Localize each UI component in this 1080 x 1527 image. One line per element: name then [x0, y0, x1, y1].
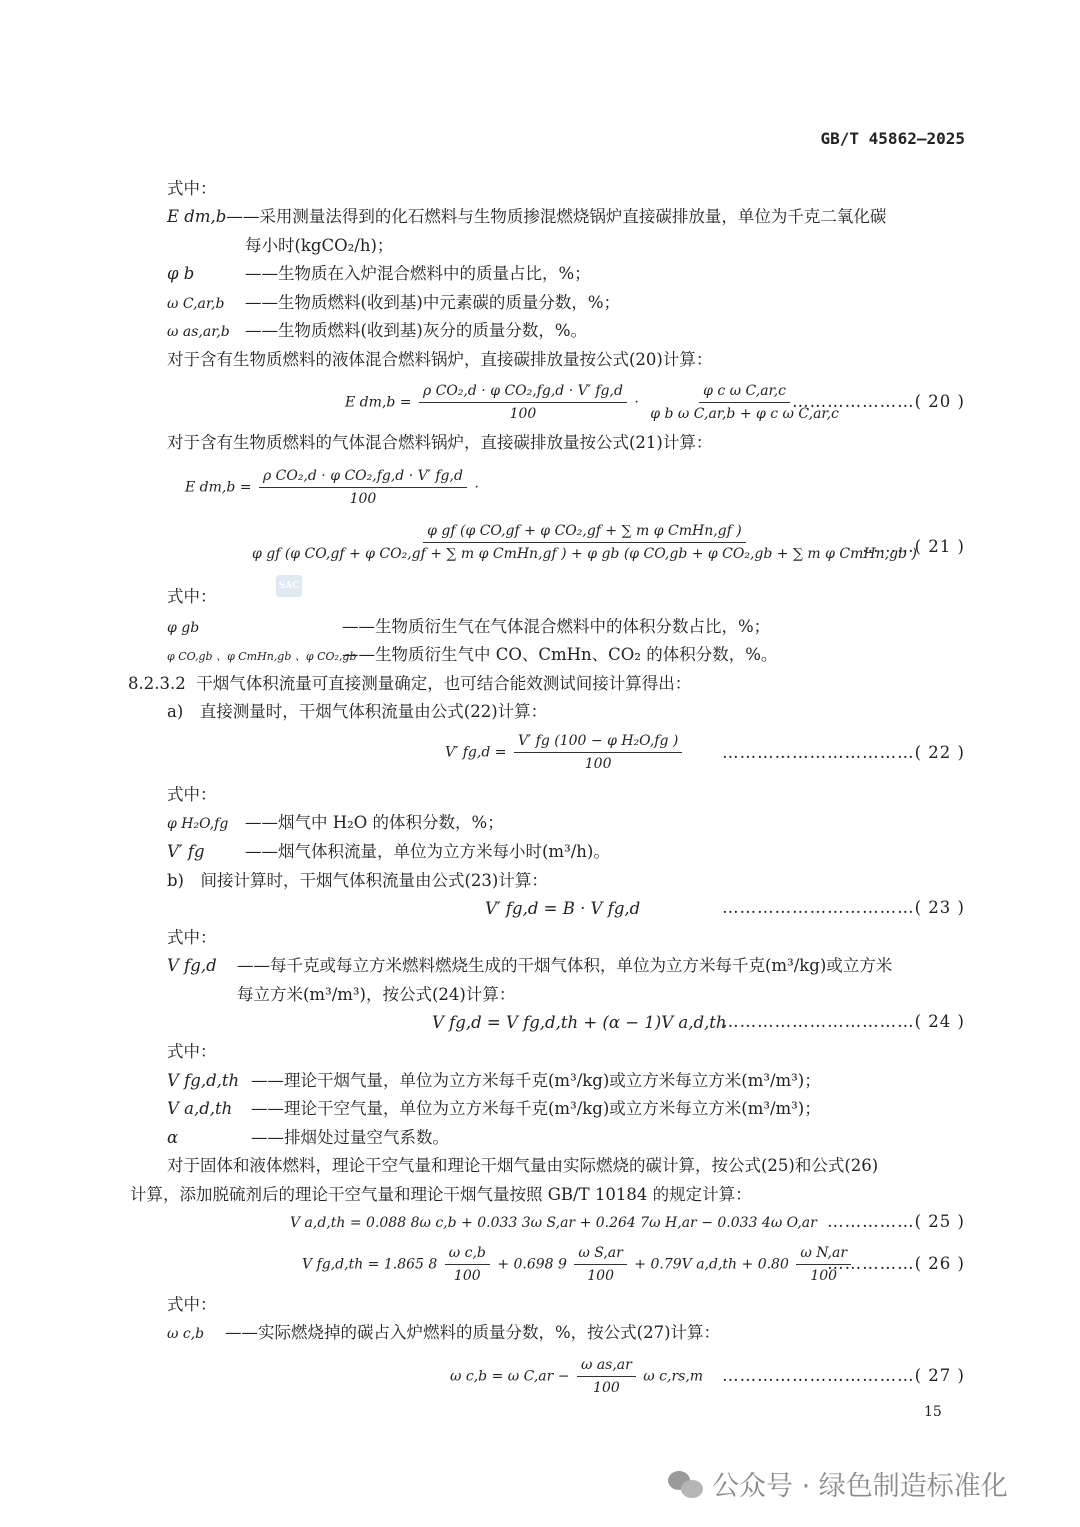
definition-text: ——每千克或每立方米燃料燃烧生成的干烟气体积，单位为立方米每千克(m³/kg)或立方米 — [237, 956, 893, 975]
definition — [167, 263, 591, 285]
denominator: 100 — [810, 1268, 838, 1284]
definition-cont: 每小时(kgCO₂/h)； — [245, 236, 394, 255]
formula-27 — [450, 1354, 703, 1399]
symbol: φ CO,gb 、φ CmHn,gb 、φ CO₂,gb — [167, 650, 357, 663]
definition — [167, 616, 770, 639]
symbol: ω as,ar,b — [167, 324, 230, 340]
paragraph: 对于含有生物质燃料的液体混合燃料锅炉，直接碳排放量按公式(20)计算： — [167, 350, 713, 369]
equation-number: ……………………………( 27 ) — [722, 1366, 965, 1385]
formula-21-part1 — [185, 465, 479, 510]
equation-number: ……………………………( 22 ) — [722, 743, 965, 762]
definition — [167, 841, 610, 863]
definition-text: ——烟气中 H₂O 的体积分数，%； — [245, 813, 504, 832]
numerator: φ gf (φ CO,gf + φ CO₂,gf + ∑ m φ CmHn,gf ) — [423, 520, 746, 543]
formula-24: V fg,d = V fg,d,th + (α − 1)V a,d,th — [432, 1013, 727, 1032]
footer-text: 公众号 · 绿色制造标准化 — [712, 1471, 1008, 1502]
footer-watermark — [668, 1464, 1008, 1503]
definition-text: ——理论干烟气量，单位为立方米每千克(m³/kg)或立方米每立方米(m³/m³)； — [251, 1071, 821, 1090]
fraction — [259, 465, 467, 510]
definition-text: ——排烟处过量空气系数。 — [251, 1128, 449, 1147]
formula-lhs: ω c,b = ω C,ar − — [450, 1368, 570, 1385]
where-label: 式中： — [167, 785, 217, 804]
page-number: 15 — [924, 1404, 942, 1420]
definition — [167, 644, 777, 668]
equation-number: ……………………………( 23 ) — [722, 898, 965, 917]
numerator: ω S,ar — [574, 1242, 626, 1265]
symbol: φ b — [167, 264, 195, 283]
definition — [167, 955, 892, 977]
formula-26 — [302, 1242, 854, 1287]
symbol: V′ fg — [167, 842, 205, 861]
definition-text: ——生物质燃料(收到基)灰分的质量分数，%。 — [245, 321, 588, 340]
symbol: ω C,ar,b — [167, 296, 225, 312]
denominator: φ gf (φ CO,gf + φ CO₂,gf + ∑ m φ CmHn,gf ) + φ gb (φ CO,gb + φ CO₂,gb + ∑ m φ CmHn,gb ) — [252, 546, 917, 562]
formula-lhs: E dm,b = — [345, 394, 412, 411]
symbol: α — [167, 1128, 179, 1147]
definition — [167, 1127, 449, 1149]
fraction — [574, 1242, 626, 1287]
equation-number: …………………( 20 ) — [792, 392, 965, 411]
denominator: 100 — [587, 1268, 614, 1284]
equation-number: ………( 21 ) — [862, 537, 965, 556]
definition — [167, 206, 886, 228]
formula-20 — [345, 380, 846, 425]
numerator: ω c,b — [445, 1242, 490, 1265]
equation-number: ……………( 25 ) — [827, 1212, 965, 1231]
paragraph-cont: 计算，添加脱硫剂后的理论干空气量和理论干烟气量按照 GB/T 10184 的规定计算： — [130, 1185, 752, 1204]
list-item-b: b) 间接计算时，干烟气体积流量由公式(23)计算： — [167, 871, 548, 890]
symbol: E dm,b — [167, 207, 227, 226]
numerator: ρ CO₂,d · φ CO₂,fg,d · V′ fg,d — [419, 380, 627, 403]
definition — [167, 1098, 821, 1120]
fraction — [419, 380, 627, 425]
fraction — [514, 730, 682, 775]
formula-lhs: V fg,d,th = 1.865 8 — [302, 1256, 438, 1273]
definition-text: ——理论干空气量，单位为立方米每千克(m³/kg)或立方米每立方米(m³/m³)； — [251, 1099, 821, 1118]
definition-text: ——生物质在入炉混合燃料中的质量占比，%； — [245, 264, 591, 283]
where-label: 式中： — [167, 587, 217, 606]
symbol: V fg,d,th — [167, 1071, 240, 1090]
formula-lhs: E dm,b = — [185, 479, 252, 496]
where-label: 式中： — [167, 928, 217, 947]
operator: · — [634, 394, 639, 411]
formula-term: + 0.698 9 — [497, 1256, 567, 1273]
symbol: V fg,d — [167, 956, 217, 975]
standard-number: GB/T 45862—2025 — [820, 129, 965, 148]
denominator: 100 — [349, 491, 377, 507]
definition-text: ——采用测量法得到的化石燃料与生物质掺混燃烧锅炉直接碳排放量，单位为千克二氧化碳 — [226, 207, 887, 226]
numerator: V′ fg (100 − φ H₂O,fg ) — [514, 730, 682, 753]
definition — [167, 1070, 821, 1092]
equation-number: ……………………………( 24 ) — [722, 1012, 965, 1031]
denominator: 100 — [453, 1268, 481, 1284]
paragraph: 对于含有生物质燃料的气体混合燃料锅炉，直接碳排放量按公式(21)计算： — [167, 433, 713, 452]
definition-text: ——生物质衍生气在气体混合燃料中的体积分数占比，%； — [342, 617, 771, 636]
definition-cont: 每立方米(m³/m³)，按公式(24)计算： — [237, 985, 516, 1004]
definition — [167, 292, 620, 315]
wechat-icon — [668, 1469, 704, 1499]
where-label: 式中： — [167, 179, 217, 198]
numerator: ρ CO₂,d · φ CO₂,fg,d · V′ fg,d — [259, 465, 467, 488]
formula-term: ω c,rs,m — [643, 1368, 704, 1385]
definition-text: ——生物质衍生气中 CO、CmHn、CO₂ 的体积分数，%。 — [342, 645, 778, 664]
definition-text: ——生物质燃料(收到基)中元素碳的质量分数，%； — [245, 293, 621, 312]
definition-text: ——实际燃烧掉的碳占入炉燃料的质量分数，%，按公式(27)计算： — [225, 1323, 721, 1342]
formula-term: + 0.79V a,d,th + 0.80 — [634, 1256, 789, 1273]
denominator: 100 — [593, 1380, 620, 1396]
symbol: V a,d,th — [167, 1099, 233, 1118]
formula-lhs: V′ fg,d = — [445, 744, 507, 761]
fraction — [248, 520, 921, 565]
denominator: φ b ω C,ar,b + φ c ω C,ar,c — [650, 406, 839, 422]
section-heading — [128, 673, 691, 695]
operator: · — [474, 479, 479, 496]
list-item-a: a) 直接测量时，干烟气体积流量由公式(22)计算： — [167, 702, 548, 721]
numerator: ω N,ar — [796, 1242, 851, 1265]
definition — [167, 320, 587, 343]
formula-25: V a,d,th = 0.088 8ω c,b + 0.033 3ω S,ar + 0.264 7ω H,ar − 0.033 4ω O,ar — [290, 1215, 817, 1231]
symbol: ω c,b — [167, 1326, 205, 1342]
definition-text: ——烟气体积流量，单位为立方米每小时(m³/h)。 — [245, 842, 610, 861]
paragraph: 对于固体和液体燃料，理论干空气量和理论干烟气量由实际燃烧的碳计算，按公式(25)和公式(26) — [167, 1156, 879, 1175]
fraction — [445, 1242, 490, 1287]
symbol: φ H₂O,fg — [167, 816, 229, 832]
fraction — [577, 1354, 636, 1399]
definition — [167, 1322, 720, 1345]
formula-22 — [445, 730, 685, 775]
numerator: ω as,ar — [577, 1354, 636, 1377]
where-label: 式中： — [167, 1042, 217, 1061]
equation-number: ……………( 26 ) — [827, 1254, 965, 1273]
sac-watermark-logo: SAC — [276, 575, 302, 597]
formula-21-part2 — [245, 520, 924, 565]
denominator: 100 — [509, 406, 537, 422]
symbol: φ gb — [167, 620, 200, 636]
definition — [167, 812, 504, 835]
formula-23: V′ fg,d = B · V fg,d — [485, 899, 641, 918]
denominator: 100 — [584, 756, 612, 772]
where-label: 式中： — [167, 1295, 217, 1314]
numerator: φ c ω C,ar,c — [699, 380, 790, 403]
section-number: 8.2.3.2 — [128, 674, 186, 693]
section-text: 干烟气体积流量可直接测量确定，也可结合能效测试间接计算得出： — [196, 674, 692, 693]
